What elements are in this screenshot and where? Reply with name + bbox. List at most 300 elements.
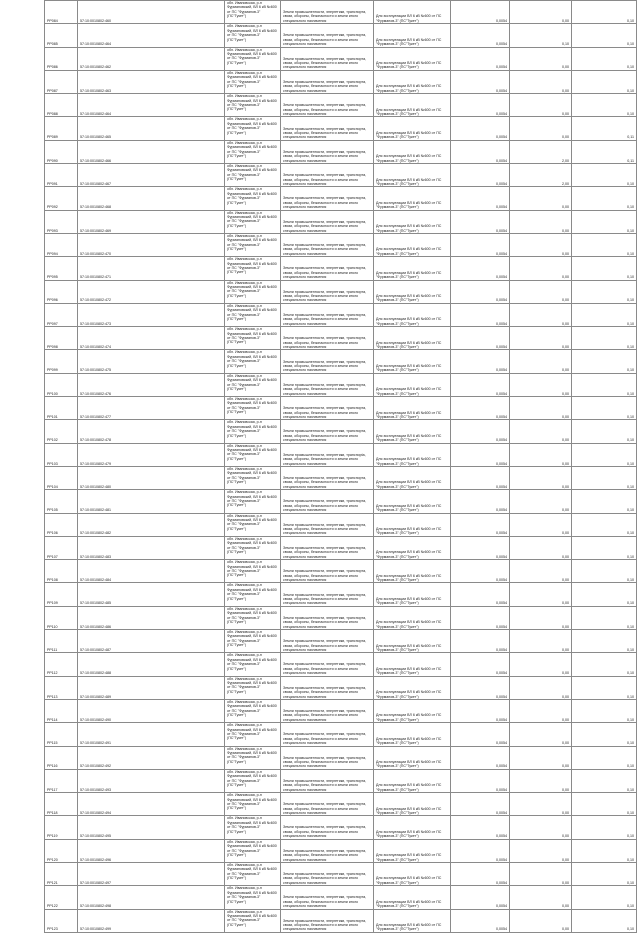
table-row [45,47,637,70]
value-1 [510,490,572,513]
cadastral-number-text: 57:10:0010802:470 [80,251,111,256]
plot-address [225,466,281,489]
area-value [451,839,510,862]
cadastral-number-text: 57:10:0010802:462 [80,65,111,70]
cadastral-number [78,420,225,443]
value-2 [572,420,637,443]
area-value [451,373,510,396]
area-value-text: 0,0054 [496,205,507,210]
value-2-text: 0,10 [627,578,634,583]
record-number-text: РР120 [47,857,58,862]
value-1 [510,397,572,420]
area-value [451,816,510,839]
value-1 [510,793,572,816]
permitted-use [374,513,451,536]
plot-address [225,723,281,746]
permitted-use [374,140,451,163]
value-2 [572,373,637,396]
cadastral-number-text: 57:10:0010802:463 [80,88,111,93]
value-1 [510,210,572,233]
permitted-use [374,793,451,816]
table-row [45,676,637,699]
value-1 [510,373,572,396]
cadastral-number [78,327,225,350]
cadastral-number-text: 57:10:0010802:490 [80,717,111,722]
table-row [45,210,637,233]
value-2-text: 0,10 [627,112,634,117]
plot-address [225,397,281,420]
value-1-text: 0,00 [562,857,569,862]
value-2-text: 0,10 [627,671,634,676]
area-value [451,862,510,885]
plot-address [225,606,281,629]
value-1-text: 0,00 [562,88,569,93]
plot-address [225,513,281,536]
permitted-use-text: Для эксплуатации ВЛ 6 кВ №600 от ПС "Фурманов-3" (ПС"Тукет") [376,620,442,629]
land-category-text: Земли промышленности, энергетики, транспорта, связи, обороны, безопасности и земли иного специального назначения [283,476,367,489]
cadastral-number-text: 57:10:0010802:472 [80,298,111,303]
record-number-text: РР111 [47,647,58,652]
value-2 [572,909,637,932]
cadastral-number [78,443,225,466]
value-1-text: 0,00 [562,904,569,909]
area-value-text: 0,0054 [496,647,507,652]
value-1 [510,350,572,373]
value-2 [572,583,637,606]
record-number [45,513,78,536]
permitted-use [374,164,451,187]
value-2 [572,606,637,629]
plot-address-text: обл. Ивановская, р-н Фурмановский, ВЛ 6 кВ №600 от ПС "Фурманов-3" (ПС"Тукет") [227,373,277,391]
value-2-text: 0,10 [627,18,634,23]
value-2 [572,513,637,536]
land-category-text: Земли промышленности, энергетики, транспорта, связи, обороны, безопасности и земли иного специального назначения [283,219,367,233]
table-row [45,769,637,792]
record-number [45,909,78,932]
value-2 [572,257,637,280]
cadastral-number-text: 57:10:0010802:471 [80,275,111,280]
value-1-text: 0,00 [562,787,569,792]
cadastral-number-text: 57:10:0010802:496 [80,857,111,862]
area-value [451,187,510,210]
area-value [451,280,510,303]
record-number-text: РР104 [47,484,58,489]
land-category [281,490,374,513]
permitted-use-text: Для эксплуатации ВЛ 6 кВ №600 от ПС "Фурманов-3" (ПС"Тукет") [376,154,442,163]
area-value-text: 0,0054 [496,414,507,419]
plot-address [225,1,281,24]
record-number [45,630,78,653]
permitted-use [374,816,451,839]
area-value-text: 0,0054 [496,158,507,163]
land-category [281,24,374,47]
table-row [45,490,637,513]
plot-address-text: обл. Ивановская, р-н Фурмановский, ВЛ 6 кВ №600 от ПС "Фурманов-3" (ПС"Тукет") [227,420,277,438]
cadastral-number [78,210,225,233]
land-category [281,140,374,163]
permitted-use-text: Для эксплуатации ВЛ 6 кВ №600 от ПС "Фурманов-3" (ПС"Тукет") [376,783,442,792]
record-number [45,653,78,676]
cadastral-number-text: 57:10:0010802:464 [80,112,111,117]
value-1 [510,443,572,466]
area-value-text: 0,0054 [496,764,507,769]
value-2 [572,839,637,862]
cadastral-number [78,699,225,722]
value-1 [510,94,572,117]
record-number-text: РР100 [47,391,58,396]
land-category-text: Земли промышленности, энергетики, транспорта, связи, обороны, безопасности и земли иного специального назначения [283,103,367,117]
land-category-text: Земли промышленности, энергетики, транспорta, связи, обороны, безопасности и земли иного специального назначения [283,452,366,466]
record-number [45,1,78,24]
area-value [451,723,510,746]
land-category [281,1,374,24]
cadastral-number [78,816,225,839]
record-number-text: РР084 [47,18,58,23]
plot-address [225,420,281,443]
record-number-text: РР086 [47,65,58,70]
area-value-text: 0,0054 [496,112,507,117]
cadastral-number [78,839,225,862]
permitted-use [374,746,451,769]
value-1-text: 0,00 [562,601,569,606]
cadastral-number [78,583,225,606]
land-category-text: Земли промышленности, энергетики, транспорта, связи, обороны, безопасности и земли иного специального назначения [283,732,367,746]
cadastral-number [78,746,225,769]
value-2-text: 0,10 [627,65,634,70]
value-2 [572,466,637,489]
table-row [45,606,637,629]
land-category-text: Земли промышленности, энергетики, транспорта, связи, обороны, безопасности и земли иного специального назначения [283,872,367,885]
record-number [45,233,78,256]
table-row [45,746,637,769]
value-1-text: 0,00 [562,927,569,932]
plot-address [225,24,281,47]
land-category [281,327,374,350]
value-2 [572,303,637,326]
table-row [45,140,637,163]
area-value [451,769,510,792]
record-number [45,816,78,839]
plot-address-text: обл. Ивановская, р-н Фурмановский, ВЛ 6 кВ №600 от ПС "Фурманов-3" (ПС"Тукет") [227,676,277,694]
plot-address [225,676,281,699]
land-category [281,257,374,280]
permitted-use-text: Для эксплуатации ВЛ 6 кВ №600 от ПС "Фурманов-3" (ПС"Тукет") [376,503,442,513]
permitted-use [374,47,451,70]
permitted-use [374,886,451,909]
plot-address [225,303,281,326]
land-category-text: Земли промышленности, энергетики, транспорта, связи, обороны, безопасности и земли иного специального назначения [283,149,367,163]
cadastral-number-text: 57:10:0010802:477 [80,414,111,419]
plot-address-text: обл. Ивановская, р-н Фурмановский, ВЛ 6 кВ №600 от ПС "Фурманов-3" (ПС"Тукет") [227,769,277,788]
record-number-text: РР110 [47,624,58,629]
cadastral-number-text: 57:10:0010802:484 [80,578,111,583]
permitted-use [374,210,451,233]
record-number [45,210,78,233]
value-2-text: 0,10 [627,205,634,210]
land-category [281,397,374,420]
value-1 [510,630,572,653]
table-row [45,816,637,839]
value-2 [572,164,637,187]
value-1 [510,327,572,350]
area-value-text: 0,0054 [496,345,507,350]
cadastral-number [78,47,225,70]
area-value-text: 0,0054 [496,484,507,489]
value-1-text: 0,00 [562,18,569,23]
plot-address [225,47,281,70]
area-value [451,350,510,373]
area-value-text: 0,0054 [496,810,507,815]
land-category [281,653,374,676]
plot-address-text: обл. Ивановская, р-н Фурмановский, ВЛ 6 кВ №600 от ПС "Фурманов-3" (ПС"Тукет") [227,187,277,205]
land-category-text: Земли промышленности, энергетики, транспорта, связи, обороны, безопасности и земли иного специального назначения [283,545,367,559]
plot-address [225,862,281,885]
value-2-text: 0,10 [627,741,634,746]
plot-address [225,816,281,839]
cadastral-number [78,466,225,489]
value-1 [510,746,572,769]
record-number [45,699,78,722]
land-category-text: Земли промышленности, энергетики, транспорта, связи, обороны, безопасности и земли иного специального назначения [283,802,367,815]
cadastral-number-text: 57:10:0010802:483 [80,554,111,559]
record-number-text: РР099 [47,368,58,373]
permitted-use-text: Для эксплуатации ВЛ 6 кВ №600 от ПС "Фурманов-3" (ПС"Тукет") [376,643,442,652]
value-1-text: 2,00 [562,158,569,163]
value-2-text: 0,10 [627,647,634,652]
value-1-text: 0,00 [562,810,569,815]
plot-address [225,886,281,909]
value-2-text: 0,10 [627,42,634,47]
area-value [451,327,510,350]
area-value [451,70,510,93]
permitted-use [374,723,451,746]
land-category-text: Земли промышленности, энергетики, транспорта, связи, обороны, безопасности и земли иного специального назначения [283,359,367,373]
value-2 [572,397,637,420]
value-1 [510,536,572,559]
plot-address-text: обл. Ивановская, р-н Фурмановский, ВЛ 6 кВ №600 от ПС "Фурманов-3" (ПС"Тукет") [227,350,277,368]
value-2-text: 0,11 [627,158,634,163]
record-number [45,164,78,187]
value-1 [510,1,572,24]
record-number-text: РР088 [47,112,58,117]
plot-address-text: обл. Ивановская, р-н Фурмановский, ВЛ 6 кВ №600 от ПС "Фурманов-3" (ПС"Тукет") [227,466,277,485]
cadastral-number [78,140,225,163]
record-number [45,606,78,629]
record-number-text: РР087 [47,88,58,93]
permitted-use [374,373,451,396]
value-1 [510,816,572,839]
table-row [45,327,637,350]
area-value [451,886,510,909]
table-row [45,280,637,303]
record-number [45,70,78,93]
value-2 [572,280,637,303]
land-category-text: Земли промышленности, энергетики, транспорта, связи, обороны, безопасности и земли иного специального назначения [283,173,367,186]
permitted-use [374,257,451,280]
permitted-use-text: Для эксплуатации ВЛ 6 кВ №600 от ПС "Фурманов-3" (ПС"Тукет") [376,340,442,350]
land-category-text: Земли промышленности, энергетики, транспорта, связи, обороны, безопасности и земли иного специального назначения [283,196,367,210]
permitted-use-text: Для эксплуатации ВЛ 6 кВ №600 от ПС "Фурманов-3" (ПС"Тукет") [376,713,442,722]
table-row [45,164,637,187]
plot-address-text: обл. Ивановская, р-н Фурмановский, ВЛ 6 кВ №600 от ПС "Фурманов-3" (ПС"Тукет") [227,699,277,718]
plot-address [225,699,281,722]
permitted-use-text: Для эксплуатации ВЛ 6 кВ №600 от ПС "Фурманов-3" (ПС"Тукет") [376,433,442,443]
permitted-use [374,24,451,47]
land-category [281,769,374,792]
plot-address [225,769,281,792]
record-number [45,280,78,303]
record-number-text: РР093 [47,228,58,233]
value-2-text: 0,10 [627,438,634,443]
land-category-text: Земли промышленности, энергетики, транспорта, связи, обороны, безопасности и земли иного специального назначения [283,918,367,932]
value-1 [510,909,572,932]
cadastral-number [78,909,225,932]
land-category-text: Земли промышленности, энергетики, транспорта, связи, обороны, безопасности и земли иного специального назначения [283,312,367,326]
value-1 [510,233,572,256]
permitted-use [374,94,451,117]
area-value [451,746,510,769]
value-2 [572,24,637,47]
table-row [45,862,637,885]
permitted-use-text: Для эксплуатации ВЛ 6 кВ №600 от ПС "Фурманов-3" (ПС"Тукет") [376,899,442,909]
plot-address-text: обл. Ивановская, р-н Фурмановский, ВЛ 6 кВ №600 от ПС "Фурманов-3" (ПС"Тукет") [227,47,277,65]
record-number-text: РР094 [47,251,58,256]
value-1 [510,862,572,885]
record-number-text: РР101 [47,414,58,419]
cadastral-number-text: 57:10:0010802:493 [80,787,111,792]
value-2 [572,862,637,885]
land-category-text: Земли промышленности, энергетики, транспорта, связи, обороны, безопасности и земли иного специального назначения [283,499,367,513]
area-value-text: 0,0054 [496,135,507,140]
value-1-text: 0,00 [562,228,569,233]
permitted-use-text: Для эксплуатации ВЛ 6 кВ №600 от ПС "Фурманов-3" (ПС"Тукет") [376,550,442,559]
record-number [45,443,78,466]
permitted-use-text: Для эксплуатации ВЛ 6 кВ №600 от ПС "Фурманов-3" (ПС"Тукет") [376,14,442,23]
record-number-text: РР106 [47,531,58,536]
permitted-use [374,699,451,722]
area-value-text: 0,0054 [496,694,507,699]
cadastral-number [78,536,225,559]
value-1 [510,164,572,187]
value-2-text: 0,10 [627,694,634,699]
cadastral-number-text: 57:10:0010802:467 [80,181,111,186]
plot-address-text: обл. Ивановская, р-н Фурмановский, ВЛ 6 кВ №600 от ПС "Фурманов-3" (ПС"Тукет") [227,862,277,881]
record-number [45,47,78,70]
area-value [451,699,510,722]
permitted-use-text: Для эксплуатации ВЛ 6 кВ №600 от ПС "Фурманов-3" (ПС"Тукет") [376,876,442,885]
record-number-text: РР114 [47,717,58,722]
land-category [281,909,374,932]
area-value [451,140,510,163]
table-row [45,187,637,210]
plot-address-text: обл. Ивановская, р-н Фурмановский, ВЛ 6 кВ №600 от ПС "Фурманов-3" (ПС"Тукет") [227,723,277,741]
land-category-text: Земли промышленности, энергетики, транспорта, связи, обороны, безопасности и земли иного специального назначения [283,266,367,280]
record-number-text: РР105 [47,508,58,513]
plot-address-text: обл. Ивановская, р-н Фурмановский, ВЛ 6 кВ №600 от ПС "Фурманов-3" (ПС"Тукет") [227,210,277,228]
permitted-use-text: Для эксплуатации ВЛ 6 кВ №600 от ПС "Фурманов-3" (ПС"Тукет") [376,923,442,932]
cadastral-number-text: 57:10:0010802:488 [80,671,111,676]
value-1-text: 0,00 [562,554,569,559]
plot-address [225,746,281,769]
record-number [45,560,78,583]
table-row [45,94,637,117]
value-1-text: 0,00 [562,624,569,629]
area-value [451,24,510,47]
value-2-text: 0,10 [627,484,634,489]
permitted-use-text: Для эксплуатации ВЛ 6 кВ №600 от ПС "Фурманов-3" (ПС"Тукет") [376,130,442,140]
value-2-text: 0,10 [627,181,634,186]
area-value-text: 0,0054 [496,927,507,932]
cadastral-number [78,1,225,24]
area-value [451,490,510,513]
value-1 [510,24,572,47]
area-value [451,47,510,70]
record-number-text: РР115 [47,741,58,746]
plot-address [225,560,281,583]
value-1 [510,723,572,746]
value-1-text: 0,00 [562,764,569,769]
value-2 [572,233,637,256]
table-row [45,117,637,140]
record-number [45,723,78,746]
plot-address-text: обл. Ивановская, р-н Фурмановский, ВЛ 6 кВ №600 от ПС "Фурманов-3" (ПС"Тукет") [227,397,277,415]
value-2 [572,140,637,163]
area-value-text: 0,0054 [496,275,507,280]
land-category-text: Земли промышленности, энергетики, транспорта, связи, обороны, безопасности и земли иного специального назначения [283,592,367,606]
cadastral-number-text: 57:10:0010802:476 [80,391,111,396]
permitted-use-text: Для эксплуатации ВЛ 6 кВ №600 от ПС "Фурманов-3" (ПС"Тукет") [376,853,442,862]
area-value-text: 0,0054 [496,857,507,862]
value-1-text: 0,00 [562,578,569,583]
land-category [281,443,374,466]
land-category-text: Земли промышленности, энергетики, транспорта, связи, обороны, безопасности и земли иного специального назначения [283,685,367,699]
land-category [281,350,374,373]
value-1-text: 0,00 [562,834,569,839]
record-number-text: РР123 [47,927,58,932]
cadastral-number [78,490,225,513]
value-1-text: 0,00 [562,298,569,303]
land-category [281,793,374,816]
permitted-use [374,1,451,24]
table-row [45,70,637,93]
cadastral-number-text: 57:10:0010802:474 [80,345,111,350]
land-category [281,839,374,862]
land-category [281,560,374,583]
area-value [451,583,510,606]
cadastral-number-text: 57:10:0010802:499 [80,927,111,932]
cadastral-number-text: 57:10:0010802:489 [80,694,111,699]
land-category [281,630,374,653]
value-1 [510,466,572,489]
permitted-use-text: Для эксплуатации ВЛ 6 кВ №600 от ПС "Фурманов-3" (ПС"Тукет") [376,480,442,489]
area-value [451,909,510,932]
land-category-text: Земли промышленности, энергетики, транспорта, связи, обороны, безопасности и земли иного специального назначения [283,895,367,909]
area-value-text: 0,0054 [496,880,507,885]
value-1 [510,886,572,909]
area-value-text: 0,0054 [496,368,507,373]
value-1 [510,699,572,722]
value-2-text: 0,10 [627,228,634,233]
permitted-use-text: Для эксплуатации ВЛ 6 кВ №600 от ПС "Фурманов-3" (ПС"Тукет") [376,736,442,746]
land-category [281,583,374,606]
plot-address [225,257,281,280]
value-2-text: 0,11 [627,135,634,140]
land-category [281,862,374,885]
permitted-use [374,280,451,303]
value-1 [510,187,572,210]
area-value-text: 0,0054 [496,671,507,676]
permitted-use [374,653,451,676]
